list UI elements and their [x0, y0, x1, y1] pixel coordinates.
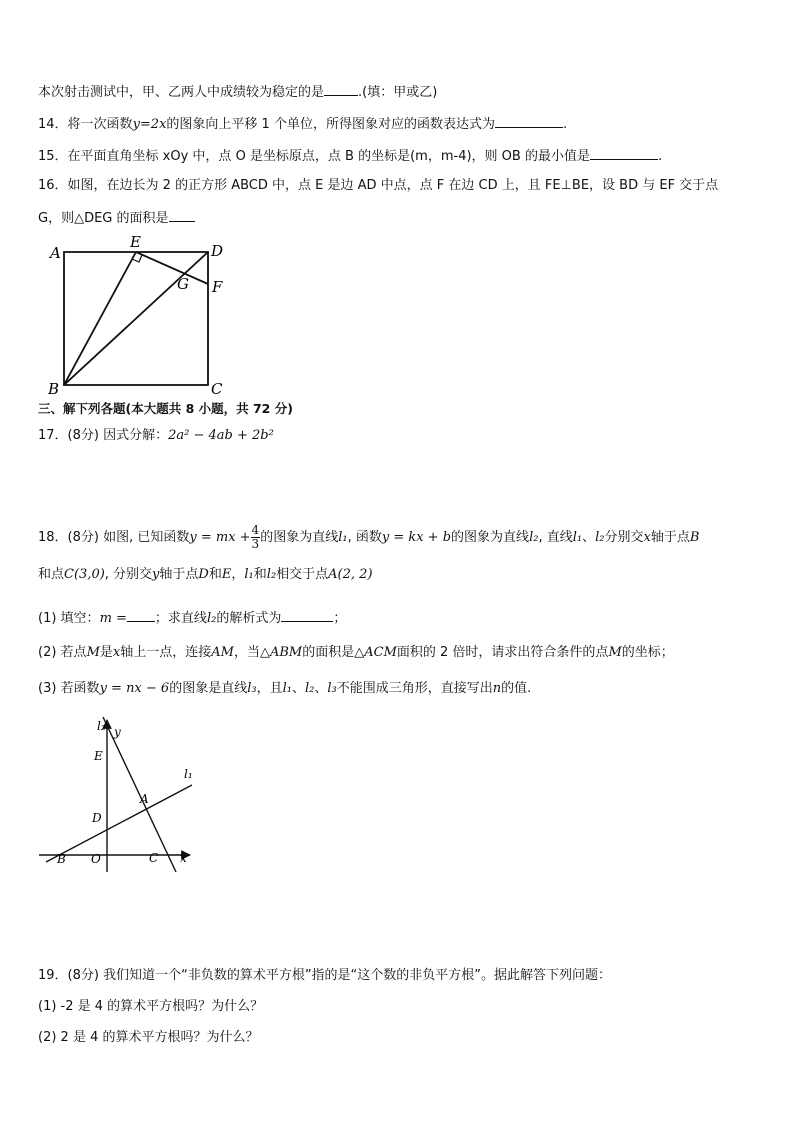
q15-end: .	[657, 149, 663, 164]
q15-num: 15．	[38, 149, 68, 164]
segment-bd	[64, 252, 208, 385]
fig18-label-C: C	[149, 851, 159, 865]
fig18-label-A: A	[140, 792, 149, 806]
q18-mid3: 的图象为直线	[451, 530, 530, 545]
q18-p2x: x	[112, 645, 121, 660]
q18-p2f: 面积的 2 倍时，请求出符合条件的点	[396, 645, 609, 660]
q18-A: A(2, 2)	[328, 567, 373, 582]
q15-line	[38, 146, 662, 166]
label-A: A	[50, 244, 61, 262]
line-l1	[46, 785, 192, 862]
q18-fraction	[251, 524, 261, 551]
q18-p3l1: l₁	[282, 681, 292, 696]
square-figure	[44, 232, 234, 402]
q18-l2f: 和	[253, 567, 267, 582]
q18-C: C(3,0)	[64, 567, 105, 582]
q18-D: D	[198, 567, 209, 582]
q13-blank[interactable]	[324, 82, 358, 96]
fig18-label-l1: l₁	[184, 767, 193, 781]
q18-p2d: ，当	[233, 645, 260, 660]
q18-l1b: l₁	[572, 530, 583, 545]
q18-l2b: l₂	[595, 530, 605, 545]
q18-part2	[38, 644, 674, 662]
q13-tail-line	[38, 82, 437, 102]
q18-l2d: 和	[208, 567, 222, 582]
q18-p3b: 的图象是直线	[169, 681, 248, 696]
q18-l2: l₂	[529, 530, 539, 545]
q18-p3s1: 、	[291, 681, 305, 696]
q17-prefix: 17．(8分) 因式分解：	[38, 428, 169, 443]
q18-p3c: ，且	[256, 681, 283, 696]
q18-p2c: 轴上一点，连接	[120, 645, 212, 660]
q13-after: .(填：甲或乙)	[358, 85, 438, 100]
q15-blank[interactable]	[590, 146, 658, 160]
q18-p1a: (1) 填空：	[38, 611, 100, 626]
q18-p2AM: AM	[211, 645, 234, 660]
q18-p1-blank-l2[interactable]	[281, 608, 333, 622]
q18-frac-num: 4	[251, 523, 260, 537]
q18-mid5: 分别交	[604, 530, 644, 545]
q16-text2: G，则△DEG 的面积是	[38, 211, 169, 226]
q18-x: x	[643, 530, 651, 545]
q19-line1: 19．(8分) 我们知道一个“非负数的算术平方根”指的是“这个数的非负平方根”。据此解答下列问题：	[38, 968, 612, 983]
q18-p2a: (2) 若点	[38, 645, 87, 660]
q18-line1	[38, 524, 699, 551]
q14-num: 14．	[38, 117, 68, 132]
q18-p3d: 不能围成三角形，直接写出	[336, 681, 493, 696]
q18-p1c: 的解析式为	[216, 611, 282, 626]
label-C: C	[211, 380, 223, 398]
q14-post: 的图象向上平移 1 个单位，所得图象对应的函数表达式为	[166, 117, 495, 132]
q13-text: 本次射击测试中，甲、乙两人中成绩较为稳定的是	[38, 85, 325, 100]
q18-p2M2: M	[608, 645, 622, 660]
label-E: E	[130, 233, 141, 251]
q19-part1: (1) -2 是 4 的算术平方根吗？为什么？	[38, 999, 264, 1014]
label-G: G	[177, 275, 189, 293]
q14-line	[38, 114, 567, 134]
q17-expr: 2a² − 4ab + 2b²	[168, 428, 274, 443]
q18-p3l3b: l₃	[327, 681, 337, 696]
fig18-label-l2: l₂	[97, 719, 106, 733]
q18-p2b: 是	[99, 645, 113, 660]
q14-end: .	[562, 117, 568, 132]
q18-mid1: 的图象为直线	[260, 530, 339, 545]
segment-ef	[136, 252, 208, 284]
q18-l2b-text: , 分别交	[104, 567, 153, 582]
fig18-label-y: y	[114, 725, 121, 739]
q18-p2e: 的面积是	[302, 645, 355, 660]
q18-p2ACM: △ACM	[354, 645, 397, 660]
segment-be	[64, 252, 136, 385]
fig18-label-D: D	[92, 811, 102, 825]
q18-mid6: 轴于点	[650, 530, 690, 545]
section-3-heading: 三、解下列各题(本大题共 8 小题，共 72 分)	[38, 401, 293, 416]
q18-p1-blank-m[interactable]	[127, 608, 155, 622]
q18-B: B	[689, 530, 700, 545]
q18-p2g: 的坐标；	[621, 645, 674, 660]
q14-func: y=2x	[132, 117, 167, 132]
q18-p3l3: l₃	[247, 681, 257, 696]
q18-p1m: m =	[99, 611, 127, 626]
q18-l2e: ，	[231, 567, 245, 582]
q16-line1: 16．如图，在边长为 2 的正方形 ABCD 中，点 E 是边 AD 中点，点 F 在边 CD 上，且 FE⊥BE，设 BD 与 EF 交于点	[38, 178, 719, 193]
q14-pre: 将一次函数	[67, 117, 133, 132]
q18-sep: 、	[582, 530, 596, 545]
q18-l2c-var: l₂	[266, 567, 277, 582]
q18-p2ABM: △ABM	[259, 645, 303, 660]
q18-mid4: , 直线	[538, 530, 573, 545]
q18-p3s2: 、	[314, 681, 328, 696]
q18-p1b: ；求直线	[154, 611, 207, 626]
label-F: F	[212, 278, 223, 296]
q16-blank[interactable]	[169, 208, 195, 222]
q14-blank[interactable]	[495, 114, 563, 128]
q18-line2	[38, 566, 373, 584]
q18-E: E	[221, 567, 232, 582]
q18-p2M: M	[86, 645, 100, 660]
q18-p1d: ；	[333, 611, 347, 626]
fig18-label-E: E	[94, 749, 103, 763]
q17-line	[38, 427, 274, 445]
q16-line2	[38, 208, 195, 228]
q18-part1	[38, 608, 346, 628]
q18-l1: l₁	[338, 530, 348, 545]
q18-p3e: 的值.	[501, 681, 532, 696]
q18-p3n: n	[492, 681, 502, 696]
fig18-label-O: O	[91, 852, 101, 866]
q18-l2c: 轴于点	[159, 567, 199, 582]
q18-p3f: y = nx − 6	[99, 681, 170, 696]
fig18-label-x: x	[180, 851, 187, 865]
q18-p3a: (3) 若函数	[38, 681, 100, 696]
q18-prefix: 18．(8分) 如图, 已知函数	[38, 530, 190, 545]
fig18-label-B: B	[57, 852, 66, 866]
q18-p3l2: l₂	[305, 681, 315, 696]
q18-l2a: 和点	[38, 567, 65, 582]
label-D: D	[211, 242, 224, 260]
q18-frac-den: 3	[251, 537, 260, 551]
label-B: B	[48, 380, 60, 398]
q18-y: y	[152, 567, 160, 582]
q18-p1l2: l₂	[206, 611, 217, 626]
q15-text: 在平面直角坐标 xOy 中，点 O 是坐标原点，点 B 的坐标是(m，m-4)，则 OB 的最小值是	[67, 149, 590, 164]
coordinate-figure	[34, 712, 204, 882]
q19-part2: (2) 2 是 4 的算术平方根吗？为什么？	[38, 1030, 259, 1045]
q18-f1: y = mx +	[189, 530, 251, 545]
q18-l2g: 相交于点	[276, 567, 329, 582]
q18-part3	[38, 680, 531, 698]
q18-l1c: l₁	[244, 567, 254, 582]
q18-f2: y = kx + b	[381, 530, 452, 545]
q18-mid2: , 函数	[347, 530, 382, 545]
